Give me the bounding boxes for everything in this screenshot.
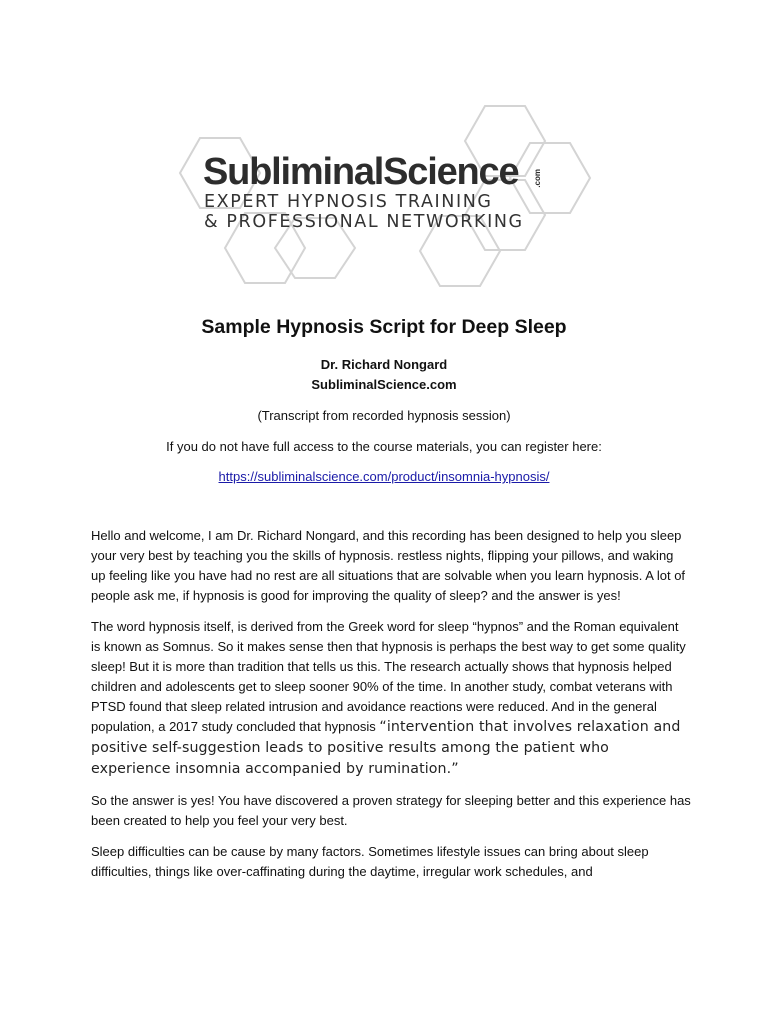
paragraph-answer: So the answer is yes! You have discovered a proven strategy for sleeping better and this experience has been created to help you feel your very best.: [91, 793, 691, 828]
paragraph-research-text: The word hypnosis itself, is derived from the Greek word for sleep “hypnos” and the Roman equivalent is known as Somnus. So it makes sense then that hypnosis is perhaps the best way to get some quality sleep! But it is more than tradition that tells us this. The research actually shows that hypnosis helped children and adolescents get to sleep sooner 90% of the time. In another study, combat veterans with PTSD found that sleep related intrusion and avoidance reactions were reduced. And in the general population, a 2017 study concluded that hypnosis: [91, 619, 686, 734]
subliminal-science-logo: [160, 98, 610, 298]
register-link[interactable]: https://subliminalscience.com/product/insomnia-hypnosis/: [218, 469, 550, 484]
logo-dotcom: .com: [533, 169, 542, 188]
website-name: SubliminalScience.com: [311, 377, 457, 392]
logo-brand-name: SubliminalScience: [203, 151, 519, 193]
research-quote: “intervention that involves relaxation and positive self-suggestion leads to positive results among the patient who experience insomnia accompanied by rumination.”: [91, 719, 681, 777]
paragraph-causes: Sleep difficulties can be cause by many factors. Sometimes lifestyle issues can bring about sleep difficulties, things like over-caffinating during the daytime, irregular work schedules, and: [91, 844, 649, 879]
register-link-line: [0, 469, 768, 484]
logo-tagline-1: EXPERT HYPNOSIS TRAINING: [204, 192, 493, 212]
page-title: Sample Hypnosis Script for Deep Sleep: [201, 316, 567, 338]
logo-tagline-2: & PROFESSIONAL NETWORKING: [204, 212, 524, 232]
register-note: If you do not have full access to the course materials, you can register here:: [166, 439, 602, 454]
author-name: Dr. Richard Nongard: [320, 357, 448, 372]
paragraph-intro: Hello and welcome, I am Dr. Richard Nongard, and this recording has been designed to help you sleep your very best by teaching you the skills of hypnosis. restless nights, flipping your pillows, and waking up feeling like you have had no rest are all situations that are solvable when you learn hypnosis. A lot of people ask me, if hypnosis is good for improving the quality of sleep? and the answer is yes!: [91, 528, 686, 603]
paragraph-research: [91, 617, 691, 780]
document-body: [91, 526, 691, 893]
transcript-note: (Transcript from recorded hypnosis session): [257, 408, 511, 423]
